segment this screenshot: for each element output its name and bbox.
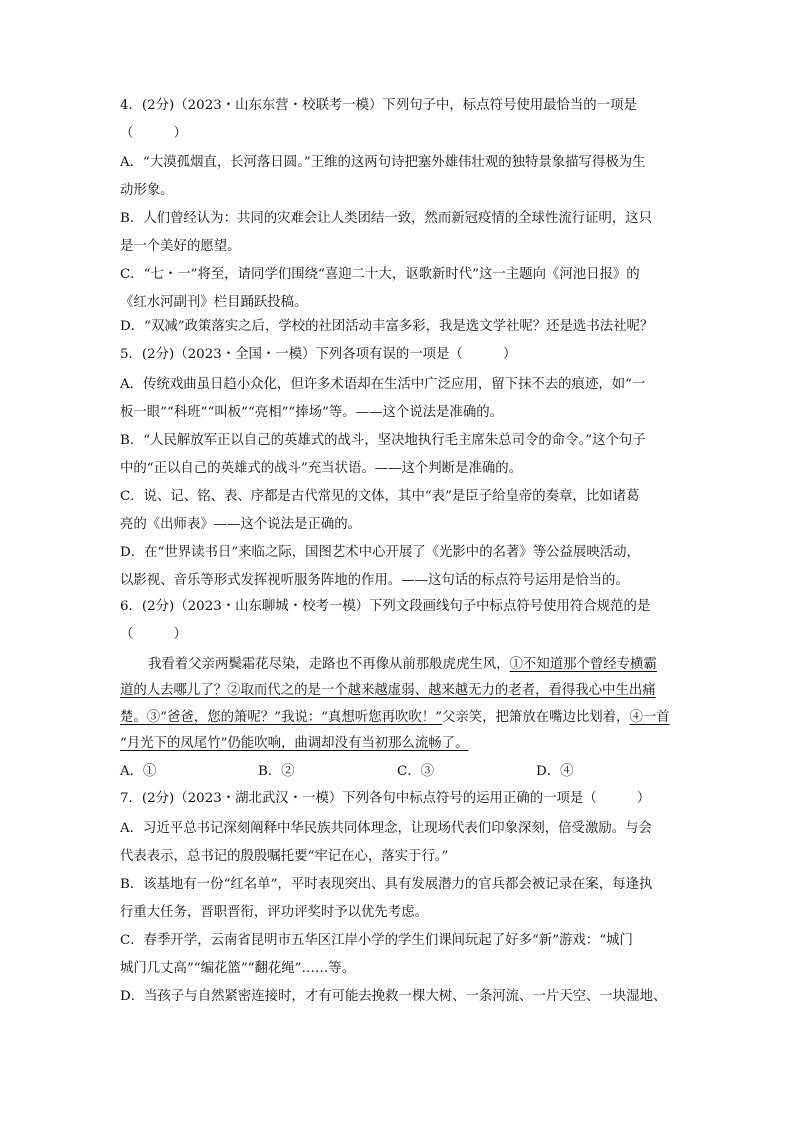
q7-option-b-line1: B．该基地有一份“红名单”，平时表现突出、具有发展潜力的官兵都会被记录在案，每逢执 [120,877,653,892]
q6-passage-line2 [120,681,680,701]
q4-option-c-line1: C．“七・一”将至，请同学们围绕“喜迎二十大，讴歌新时代”这一主题向《河池日报》的 [120,267,640,282]
q4-option-c-line2: 《红水河副刊》栏目踊跃投稿。 [120,295,308,310]
q6-option-d: D．④ [536,764,574,779]
q6-answer-paren: （ ） [120,627,187,642]
q6-passage-plain: 我看着父亲两鬓霜花尽染，走路也不再像从前那般虎虎生风， [148,657,510,672]
q6-passage-line4 [120,734,680,754]
q6-underlined-sentence-4: ④一首 [629,710,670,725]
q7-header: 7．(2分)（2023・湖北武汉・一模）下列各句中标点符号的运用正确的一项是（ ） [120,791,651,806]
q6-underlined-sentence-2: 道的人去哪儿了？②取而代之的是一个越来越虚弱、越来越无力的老者，看得我心中生出痛 [120,683,656,698]
q5-option-c-line1: C．说、记、铭、表、序都是古代常见的文体，其中“表”是臣子给皇帝的奏章，比如诸葛 [120,489,640,504]
q4-option-b-line2: 是一个美好的愿望。 [120,239,241,254]
q5-option-a-line1: A．传统戏曲虽日趋小众化，但许多术语却在生活中广泛应用，留下抹不去的痕迹，如“一 [120,377,646,392]
q4-option-d-line1: D．“双减”政策落实之后，学校的社团活动丰富多彩，我是选文学社呢？还是选书法社呢？ [120,319,654,334]
q6-underlined-sentence-1: ①不知道那个曾经专横霸 [509,657,657,672]
q7-option-a-line2: 代表表示，总书记的殷殷嘱托要“牢记在心，落实于行。” [120,849,449,864]
q7-option-c-line2: 城门几丈高”“编花篮”“翻花绳”……等。 [120,961,356,976]
q5-option-a-line2: 板一眼”“科班”“叫板”“亮相”“捧场”等。——这个说法是准确的。 [120,405,503,420]
q4-option-b-line1: B．人们曾经认为：共同的灾难会让人类团结一致，然而新冠疫情的全球性流行证明，这只 [120,211,653,226]
q6-option-a: A．① [120,764,157,779]
q4-option-a-line2: 动形象。 [120,183,174,198]
q5-header: 5．(2分)（2023・全国・一模）下列各项有误的一项是（ ） [120,347,517,362]
q4-option-a-line1: A．“大漠孤烟直，长河落日圆。”王维的这两句诗把塞外雄伟壮观的独特景象描写得极为生 [120,155,646,170]
q5-option-b-line2: 中的“正以自己的英雄式的战斗”充当状语。——这个判断是准确的。 [120,461,523,476]
q6-passage-line1 [148,655,680,675]
q5-option-b-line1: B．“人民解放军正以自己的英雄式的战斗，坚决地执行毛主席朱总司令的命令。”这个句子 [120,433,646,448]
q7-option-a-line1: A．习近平总书记深刻阐释中华民族共同体理念，让现场代表们印象深刻，倍受激励。与会 [120,821,652,836]
q6-passage-plain-2: 父亲笑，把箫放在嘴边比划着， [441,710,630,725]
q5-option-d-line2: 以影视、音乐等形式发挥视听服务阵地的作用。——这句话的标点符号运用是恰当的。 [120,573,629,588]
q6-option-b: B．② [258,764,295,779]
q5-option-d-line1: D．在“世界读书日”来临之际，国图艺术中心开展了《光影中的名著》等公益展映活动， [120,545,640,560]
q6-header: 6．(2分)（2023・山东聊城・校考一模）下列文段画线句子中标点符号使用符合规范的是 [120,599,651,614]
q4-header: 4．(2分)（2023・山东东营・校联考一模）下列句子中，标点符号使用最恰当的一项是 [120,98,637,113]
q5-option-c-line2: 亮的《出师表》——这个说法是正确的。 [120,517,362,532]
q6-underlined-sentence-3: 楚。③“爸爸，您的箫呢？”我说：“真想听您再吹吹！” [120,710,442,725]
q6-underlined-sentence-4-cont: “月光下的凤尾竹”仍能吹响，曲调却没有当初那么流畅了。 [120,736,469,751]
q7-option-d-line1: D．当孩子与自然紧密连接时，才有可能去挽救一棵大树、一条河流、一片天空、一块湿地、 [120,989,667,1004]
q6-option-c: C．③ [397,764,435,779]
q7-option-c-line1: C．春季开学，云南省昆明市五华区江岸小学的学生们课间玩起了好多“新”游戏：“城门 [120,933,633,948]
q6-passage-line3 [120,708,680,728]
q7-option-b-line2: 行重大任务，晋职晋衔，评功评奖时予以优先考虑。 [120,905,428,920]
q4-answer-paren: （ ） [120,126,187,141]
